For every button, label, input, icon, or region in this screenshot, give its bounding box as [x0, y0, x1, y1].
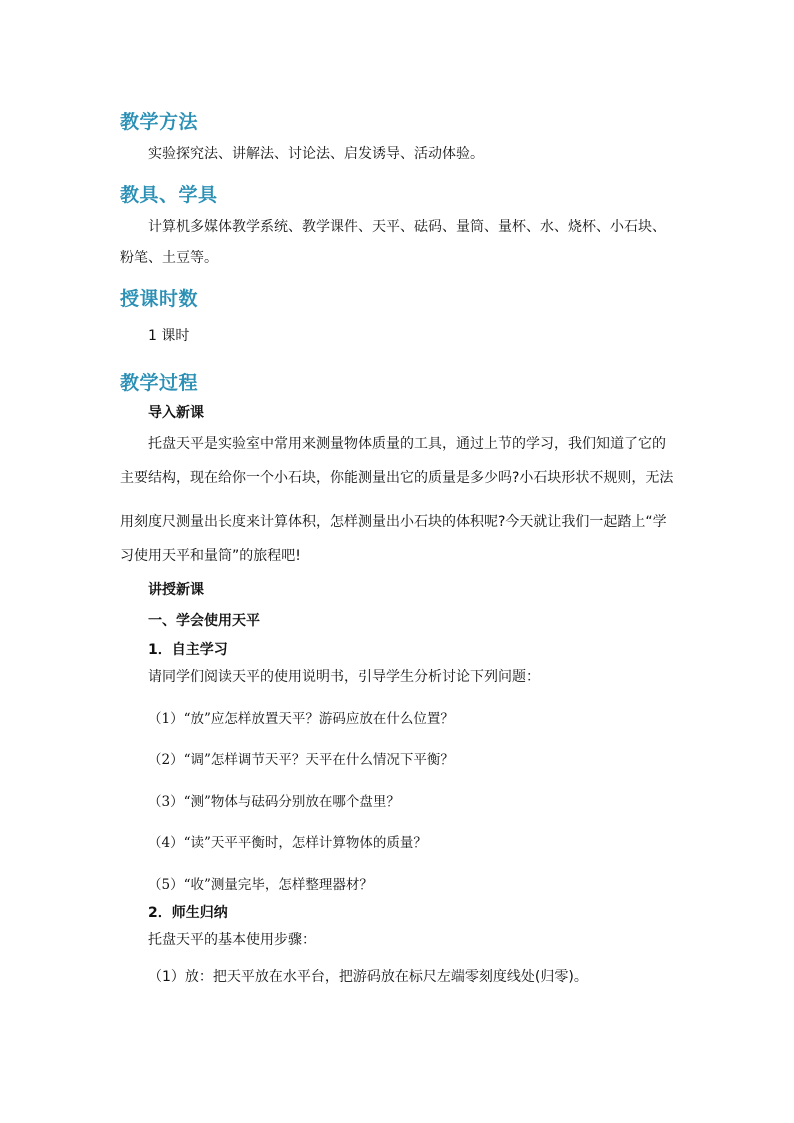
tools-text-line1: 计算机多媒体教学系统、教学课件、天平、砝码、量筒、量杯、水、烧杯、小石块、 [148, 219, 666, 235]
question-5: （5）“收”测量完毕，怎样整理器材？ [148, 877, 373, 893]
intro-line-1: 托盘天平是实验室中常用来测量物体质量的工具，通过上节的学习，我们知道了它的 [148, 436, 666, 452]
intro-heading: 导入新课 [148, 405, 204, 421]
hours-text: 1 课时 [148, 328, 190, 344]
intro-line-3: 用刻度尺测量出长度来计算体积，怎样测量出小石块的体积呢?今天就让我们一起踏上“学 [120, 514, 667, 530]
method-text: 实验探究法、讲解法、讨论法、启发诱导、活动体验。 [148, 146, 484, 162]
question-4: （4）“读”天平平衡时，怎样计算物体的质量？ [148, 835, 427, 851]
sub2-heading: 2．师生归纳 [148, 905, 228, 921]
question-2: （2）“调”怎样调节天平？天平在什么情况下平衡？ [148, 752, 454, 768]
intro-line-2: 主要结构，现在给你一个小石块，你能测量出它的质量是多少吗?小石块形状不规则，无法 [120, 470, 674, 486]
section-heading-method: 教学方法 [120, 111, 199, 133]
new-lesson-heading: 讲授新课 [148, 582, 204, 598]
question-1: （1）“放”应怎样放置天平？游码应放在什么位置？ [148, 711, 454, 727]
part1-heading: 一、学会使用天平 [148, 613, 260, 629]
sub2-text: 托盘天平的基本使用步骤： [148, 932, 316, 948]
question-3: （3）“测”物体与砝码分别放在哪个盘里？ [148, 794, 400, 810]
step-1: （1）放：把天平放在水平台，把游码放在标尺左端零刻度线处(归零)。 [148, 969, 588, 985]
intro-line-4: 习使用天平和量筒”的旅程吧! [120, 548, 301, 564]
section-heading-hours: 授课时数 [120, 288, 199, 310]
tools-text-line2: 粉笔、土豆等。 [120, 250, 218, 266]
section-heading-tools: 教具、学具 [120, 184, 218, 206]
sub1-text: 请同学们阅读天平的使用说明书，引导学生分析讨论下列问题： [148, 669, 540, 685]
sub1-heading: 1．自主学习 [148, 642, 228, 658]
section-heading-process: 教学过程 [120, 372, 199, 394]
